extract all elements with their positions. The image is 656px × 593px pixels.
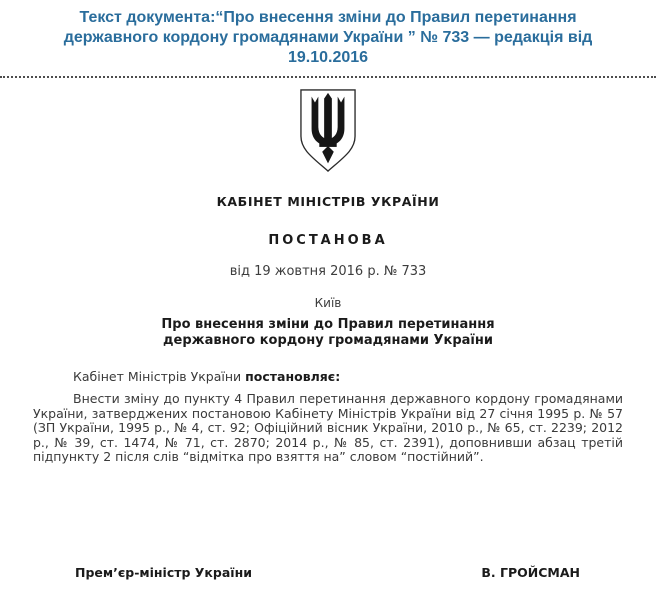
ukraine-trident-icon: [298, 88, 358, 173]
doc-date-number: від 19 жовтня 2016 р. № 733: [229, 264, 427, 279]
dotted-separator: [0, 76, 656, 78]
page-header: [0, 0, 656, 74]
header-title-line: 19.10.2016: [287, 49, 369, 66]
resolves-bold: постановляє:: [245, 369, 341, 384]
header-title-line: Текст документа:“Про внесення зміни до Правил перетинання: [79, 9, 577, 26]
signature-name: В. ГРОЙСМАН: [481, 564, 580, 580]
resolves-prefix: Кабінет Міністрів України: [73, 369, 246, 384]
doc-title: [33, 317, 623, 349]
doc-city: Київ: [314, 296, 342, 310]
header-title-line: державного кордону громадянами України ” № 733 — редакція від: [63, 29, 593, 46]
doc-title-line: державного кордону громадянами України: [163, 333, 493, 348]
doc-title-line: Про внесення зміни до Правил перетинання: [161, 317, 495, 332]
signature-row: [33, 565, 623, 580]
emblem-container: [33, 88, 623, 176]
document-body: [0, 88, 656, 580]
body-paragraph: Внести зміну до пункту 4 Правил перетинання державного кордону громадянами України, затверджених постановою Кабінету Міністрів України від 27 січня 1995 р. № 57 (ЗП України, 1995 р., № 4, ст. 92; Офіційний вісник України, 2010 р., № 65, ст. 2239; 2012 р., № 39, ст. 1474, № 71, ст. 2870; 2014 р., № 85, ст. 2391), доповнивши абзац третій підпункту 2 після слів “відмітка про взяття на” словом “постійний”.: [33, 391, 623, 464]
doc-type: ПОСТАНОВА: [268, 233, 388, 248]
signature-position: Прем’єр-міністр України: [75, 564, 252, 580]
resolves-paragraph: [33, 369, 623, 384]
org-name: КАБІНЕТ МІНІСТРІВ УКРАЇНИ: [216, 194, 440, 209]
